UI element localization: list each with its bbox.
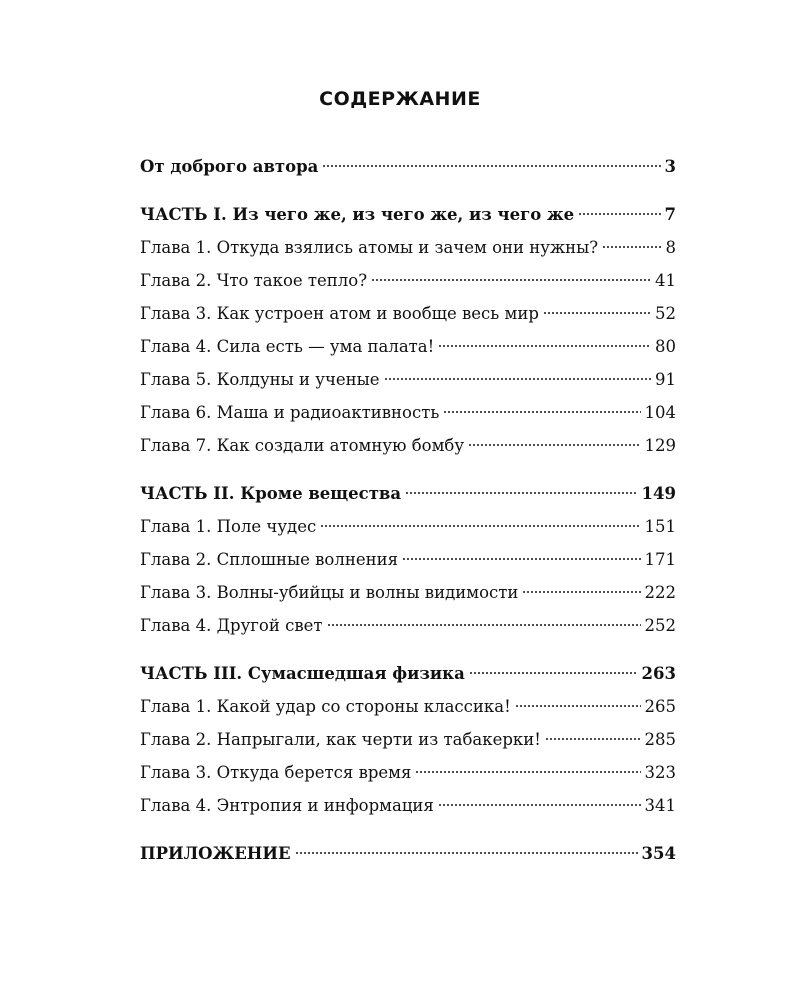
toc-entry (140, 297, 676, 330)
dot-leader (371, 279, 651, 281)
dot-leader (322, 165, 660, 167)
dot-leader (295, 852, 638, 854)
toc-entry-title: Глава 2. Сплошные волнения (140, 550, 398, 569)
toc-entry-title: Глава 4. Энтропия и информация (140, 796, 434, 815)
toc-entry (140, 609, 676, 642)
toc-entry-page: 252 (644, 616, 676, 635)
dot-leader (545, 738, 641, 740)
toc-entry (140, 789, 676, 822)
toc-entry (140, 150, 676, 183)
toc-entry-page: 151 (644, 517, 676, 536)
toc-entry (140, 396, 676, 429)
page-title: СОДЕРЖАНИЕ (319, 88, 481, 110)
toc-entry-page: 8 (665, 238, 676, 257)
toc-entry-title: ЧАСТЬ I. Из чего же, из чего же, из чего же (140, 205, 575, 224)
toc-entry-page: 80 (655, 337, 676, 356)
toc-entry-page: 265 (644, 697, 676, 716)
dot-leader (443, 411, 640, 413)
toc-entry-title: Глава 2. Что такое тепло? (140, 271, 368, 290)
toc-entry (140, 576, 676, 609)
toc-entry-title: ЧАСТЬ II. Кроме вещества (140, 484, 402, 503)
toc-entry-title: Глава 1. Откуда взялись атомы и зачем они нужны? (140, 238, 599, 257)
dot-leader (320, 525, 640, 527)
toc-entry-page: 285 (644, 730, 676, 749)
toc-entry-page: 263 (641, 664, 676, 683)
toc-entry (140, 543, 676, 576)
toc-entry (140, 264, 676, 297)
toc-entry-title: Глава 4. Сила есть — ума палата! (140, 337, 435, 356)
toc-entry (140, 837, 676, 870)
toc-entry-title: Глава 3. Волны-убийцы и волны видимости (140, 583, 519, 602)
toc-entry-page: 323 (644, 763, 676, 782)
toc-entry-page: 41 (655, 271, 676, 290)
toc-entry (140, 510, 676, 543)
toc-entry (140, 363, 676, 396)
dot-leader (469, 672, 638, 674)
toc-entry-page: 52 (655, 304, 676, 323)
dot-leader (415, 771, 640, 773)
toc-entry-page: 104 (644, 403, 676, 422)
dot-leader (515, 705, 641, 707)
toc-entry-title: Глава 2. Напрыгали, как черти из табакерки! (140, 730, 541, 749)
toc-entry-title: Глава 5. Колдуны и ученые (140, 370, 380, 389)
toc-entry-title: От доброго автора (140, 157, 319, 176)
toc-entry (140, 690, 676, 723)
dot-leader (602, 246, 661, 248)
toc-entry-title: Глава 1. Какой удар со стороны классика! (140, 697, 511, 716)
dot-leader (405, 492, 637, 494)
toc-entry-page: 171 (644, 550, 676, 569)
toc-entry (140, 723, 676, 756)
toc-entry-title: Глава 6. Маша и радиоактивность (140, 403, 440, 422)
toc-entry-title: ПРИЛОЖЕНИЕ (140, 844, 291, 863)
toc-entry-title: Глава 4. Другой свет (140, 616, 323, 635)
toc-entry-page: 3 (664, 157, 676, 176)
dot-leader (402, 558, 641, 560)
dot-leader (578, 213, 660, 215)
dot-leader (543, 312, 651, 314)
toc-entry (140, 657, 676, 690)
toc-entry-title: Глава 7. Как создали атомную бомбу (140, 436, 465, 455)
dot-leader (327, 624, 641, 626)
dot-leader (438, 804, 641, 806)
toc-entry (140, 477, 676, 510)
toc-entry-page: 7 (664, 205, 676, 224)
toc-entry (140, 231, 676, 264)
toc-entry (140, 330, 676, 363)
toc-entry-title: Глава 1. Поле чудес (140, 517, 317, 536)
table-of-contents (140, 150, 676, 870)
toc-entry (140, 756, 676, 789)
dot-leader (384, 378, 651, 380)
toc-entry-page: 341 (644, 796, 676, 815)
dot-leader (522, 591, 640, 593)
toc-entry-title: ЧАСТЬ III. Сумасшедшая физика (140, 664, 465, 683)
toc-entry-page: 354 (641, 844, 676, 863)
dot-leader (468, 444, 640, 446)
toc-entry-page: 222 (644, 583, 676, 602)
toc-entry-title: Глава 3. Как устроен атом и вообще весь мир (140, 304, 539, 323)
dot-leader (438, 345, 651, 347)
toc-entry (140, 429, 676, 462)
toc-entry-title: Глава 3. Откуда берется время (140, 763, 412, 782)
toc-entry-page: 91 (655, 370, 676, 389)
toc-entry (140, 198, 676, 231)
toc-entry-page: 149 (641, 484, 676, 503)
toc-entry-page: 129 (644, 436, 676, 455)
